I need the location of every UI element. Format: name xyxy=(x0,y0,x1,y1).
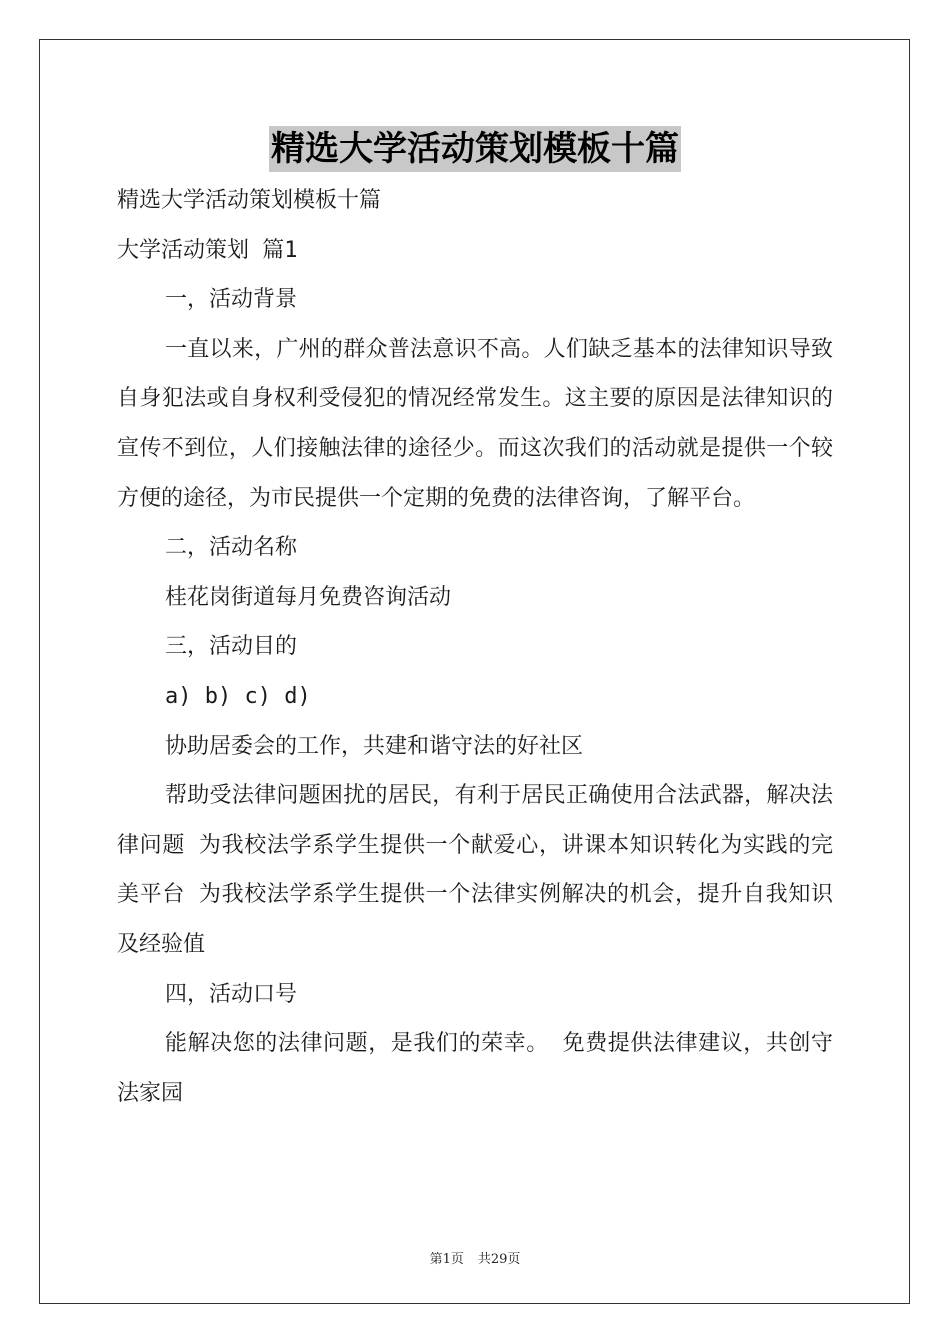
document-body xyxy=(117,176,833,1118)
heading-slogan: 四，活动口号 xyxy=(165,981,298,1007)
paragraph-activity-name: 桂花岗街道每月免费咨询活动 xyxy=(165,584,452,610)
paragraph-slogan: 能解决您的法律问题，是我们的荣幸。 免费提供法律建议，共创守法家园 xyxy=(117,1031,833,1106)
paragraph-background: 一直以来，广州的群众普法意识不高。人们缺乏基本的法律知识导致自身犯法或自身权利受侵犯的情况经常发生。这主要的原因是法律知识的宣传不到位，人们接触法律的途径少。而这次我们的活动就是提供一个较方便的途径，为市民提供一个定期的免费的法律咨询，了解平台。 xyxy=(117,336,833,511)
purpose-item-1: 协助居委会的工作，共建和谐守法的好社区 xyxy=(165,733,584,759)
page-number: 第1页 xyxy=(429,1252,464,1267)
title-container xyxy=(0,126,950,172)
heading-activity-name: 二，活动名称 xyxy=(165,535,298,561)
page-footer xyxy=(0,1248,950,1267)
section-heading: 大学活动策划 篇1 xyxy=(117,237,298,263)
page-total: 共29页 xyxy=(477,1252,521,1267)
document-title: 精选大学活动策划模板十篇 xyxy=(269,126,681,172)
heading-background: 一，活动背景 xyxy=(165,287,298,313)
subtitle-line: 精选大学活动策划模板十篇 xyxy=(117,188,382,213)
purpose-list-markers: a) b) c) d) xyxy=(165,683,311,709)
heading-purpose: 三，活动目的 xyxy=(165,634,298,660)
purpose-item-2: 帮助受法律问题困扰的居民，有利于居民正确使用合法武器，解决法律问题 为我校法学系学生提供一个献爱心，讲课本知识转化为实践的完美平台 为我校法学系学生提供一个法律实例解决的机会，提升自我知识及经验值 xyxy=(117,783,833,957)
